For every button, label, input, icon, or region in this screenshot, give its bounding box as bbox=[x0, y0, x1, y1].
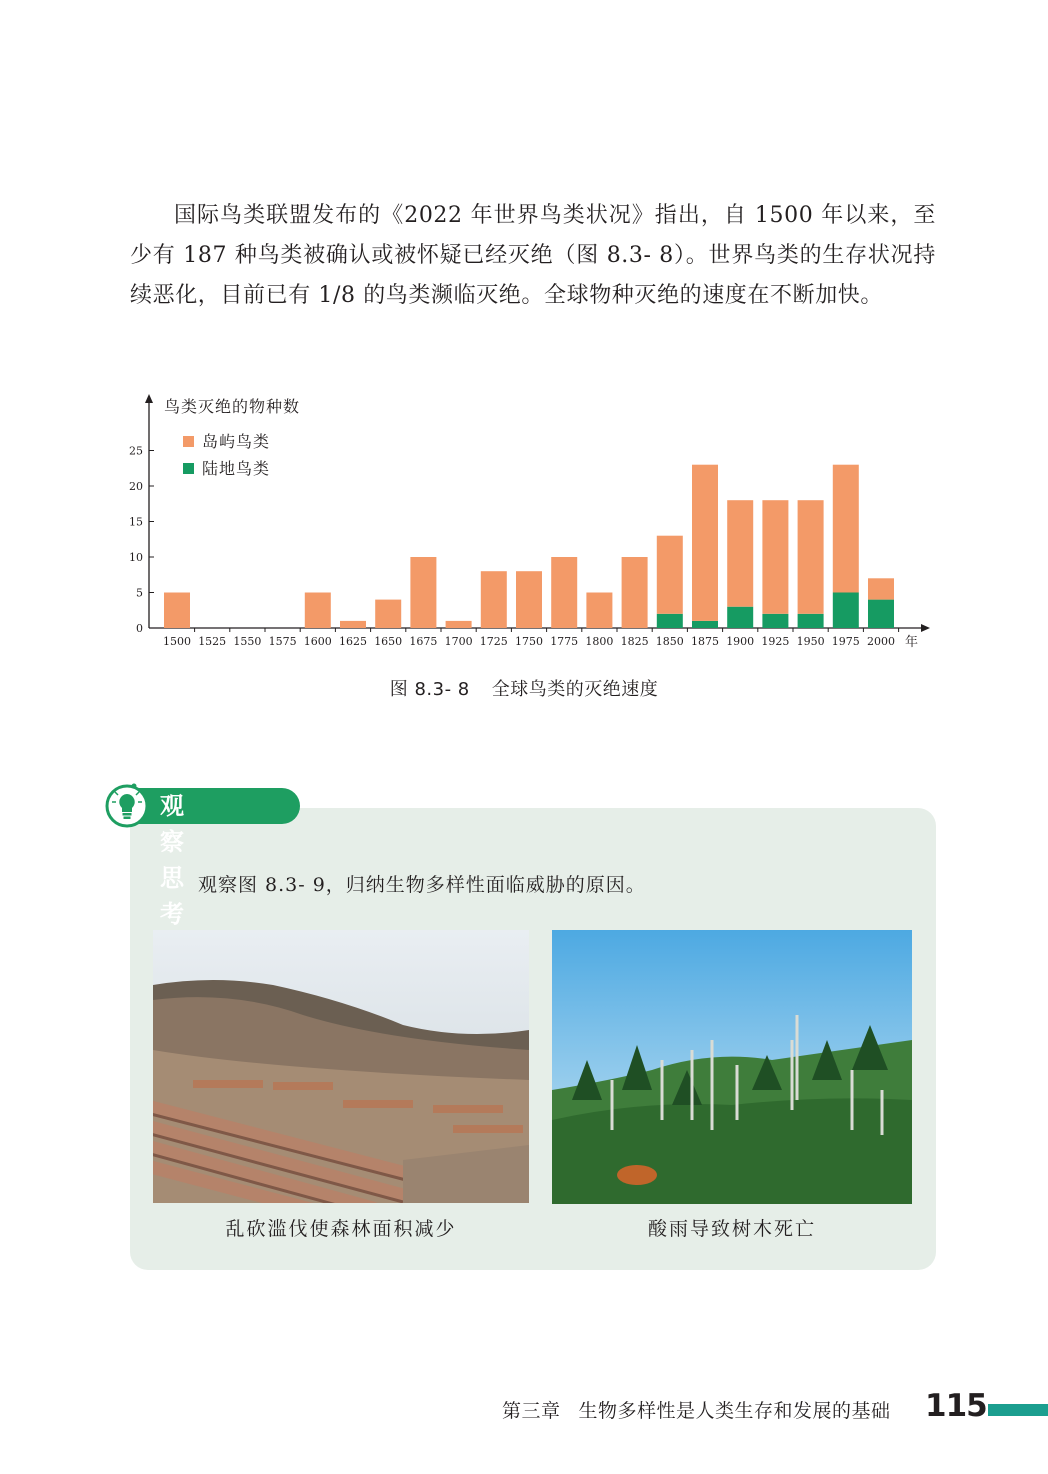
lightbulb-icon bbox=[104, 782, 150, 828]
y-tick-label: 5 bbox=[136, 586, 143, 600]
x-tick-label: 1650 bbox=[374, 635, 403, 648]
legend-swatch bbox=[183, 436, 194, 447]
x-tick-label: 1825 bbox=[620, 635, 649, 648]
figure-title: 全球鸟类的灭绝速度 bbox=[491, 679, 659, 700]
badge-label: 观察思考 bbox=[160, 792, 185, 928]
bar-segment bbox=[164, 593, 190, 629]
bar-segment bbox=[833, 465, 859, 593]
legend-label: 陆地鸟类 bbox=[202, 459, 271, 478]
x-tick-label: 1575 bbox=[268, 635, 297, 648]
x-tick-label: 1700 bbox=[444, 635, 473, 648]
x-tick-label: 1725 bbox=[479, 635, 508, 648]
x-tick-label: 1675 bbox=[409, 635, 438, 648]
footer-accent-bar bbox=[988, 1404, 1048, 1416]
y-tick-label: 0 bbox=[136, 622, 143, 635]
figure-number: 图 8.3- 8 bbox=[389, 679, 470, 700]
bird-extinction-chart bbox=[120, 382, 940, 667]
footer-title: 生物多样性是人类生存和发展的基础 bbox=[578, 1400, 891, 1422]
bar-segment bbox=[868, 600, 894, 628]
y-tick-label: 15 bbox=[129, 515, 143, 529]
x-tick-label: 1900 bbox=[726, 635, 755, 648]
x-tick-label: 1925 bbox=[761, 635, 790, 648]
chart-bars bbox=[164, 465, 894, 628]
bar-segment bbox=[657, 536, 683, 614]
x-tick-label: 1525 bbox=[198, 635, 227, 648]
photo-caption-acid-rain: 酸雨导致树木死亡 bbox=[647, 1218, 816, 1240]
bar-segment bbox=[762, 614, 788, 628]
bar-segment bbox=[692, 465, 718, 621]
y-axis-label: 鸟类灭绝的物种数 bbox=[164, 397, 301, 416]
x-tick-label: 1950 bbox=[796, 635, 825, 648]
bar-segment bbox=[727, 607, 753, 628]
bar-segment bbox=[551, 557, 577, 628]
bar-segment bbox=[622, 557, 648, 628]
x-tick-label: 1750 bbox=[515, 635, 543, 648]
observe-prompt: 观察图 8.3- 9，归纳生物多样性面临威胁的原因。 bbox=[198, 874, 646, 896]
bar-segment bbox=[762, 500, 788, 614]
y-tick-label: 20 bbox=[129, 480, 143, 493]
x-tick-label: 1850 bbox=[655, 635, 684, 648]
photo-caption-deforestation: 乱砍滥伐使森林面积减少 bbox=[225, 1218, 457, 1240]
bar-segment bbox=[410, 557, 436, 628]
body-paragraph: 国际鸟类联盟发布的《2022 年世界鸟类状况》指出，自 1500 年以来，至少有 187 种鸟类被确认或被怀疑已经灭绝（图 8.3- 8）。世界鸟类的生存状况持续恶化，目前已有 1/8 的鸟类濒临灭绝。全球物种灭绝的速度在不断加快。 bbox=[130, 203, 936, 308]
bar-segment bbox=[798, 614, 824, 628]
figure-caption bbox=[0, 675, 1048, 701]
bar-segment bbox=[727, 500, 753, 607]
legend-label: 岛屿鸟类 bbox=[202, 432, 271, 451]
x-tick-label: 1875 bbox=[691, 635, 719, 648]
bar-segment bbox=[375, 600, 401, 628]
bar-segment bbox=[798, 500, 824, 614]
y-tick-label: 25 bbox=[129, 444, 143, 458]
bar-segment bbox=[481, 571, 507, 628]
x-tick-label: 2000 bbox=[867, 635, 895, 648]
x-tick-label: 1775 bbox=[550, 635, 579, 648]
x-axis-arrow bbox=[921, 624, 930, 632]
x-axis-label: 年 bbox=[905, 635, 919, 650]
bar-segment bbox=[305, 593, 331, 629]
footer-chapter: 第三章 bbox=[502, 1400, 561, 1422]
x-tick-label: 1625 bbox=[339, 635, 367, 648]
x-tick-label: 1550 bbox=[233, 635, 262, 648]
bar-segment bbox=[446, 621, 472, 628]
y-tick-label: 10 bbox=[129, 551, 143, 564]
y-axis-arrow bbox=[145, 394, 153, 403]
page-number: 115 bbox=[925, 1388, 987, 1424]
deforestation-photo bbox=[153, 930, 529, 1203]
legend-swatch bbox=[183, 463, 194, 474]
chart-legend bbox=[183, 432, 270, 478]
bar-segment bbox=[586, 593, 612, 629]
x-tick-label: 1600 bbox=[303, 635, 332, 648]
footer-running-title bbox=[502, 1396, 891, 1423]
bar-segment bbox=[868, 578, 894, 599]
x-tick-label: 1975 bbox=[831, 635, 860, 648]
x-tick-label: 1500 bbox=[163, 635, 191, 648]
x-tick-label: 1800 bbox=[585, 635, 614, 648]
bar-segment bbox=[516, 571, 542, 628]
bar-segment bbox=[833, 593, 859, 629]
bar-segment bbox=[340, 621, 366, 628]
bar-segment bbox=[657, 614, 683, 628]
acid-rain-forest-photo bbox=[552, 930, 912, 1204]
bar-segment bbox=[692, 621, 718, 628]
